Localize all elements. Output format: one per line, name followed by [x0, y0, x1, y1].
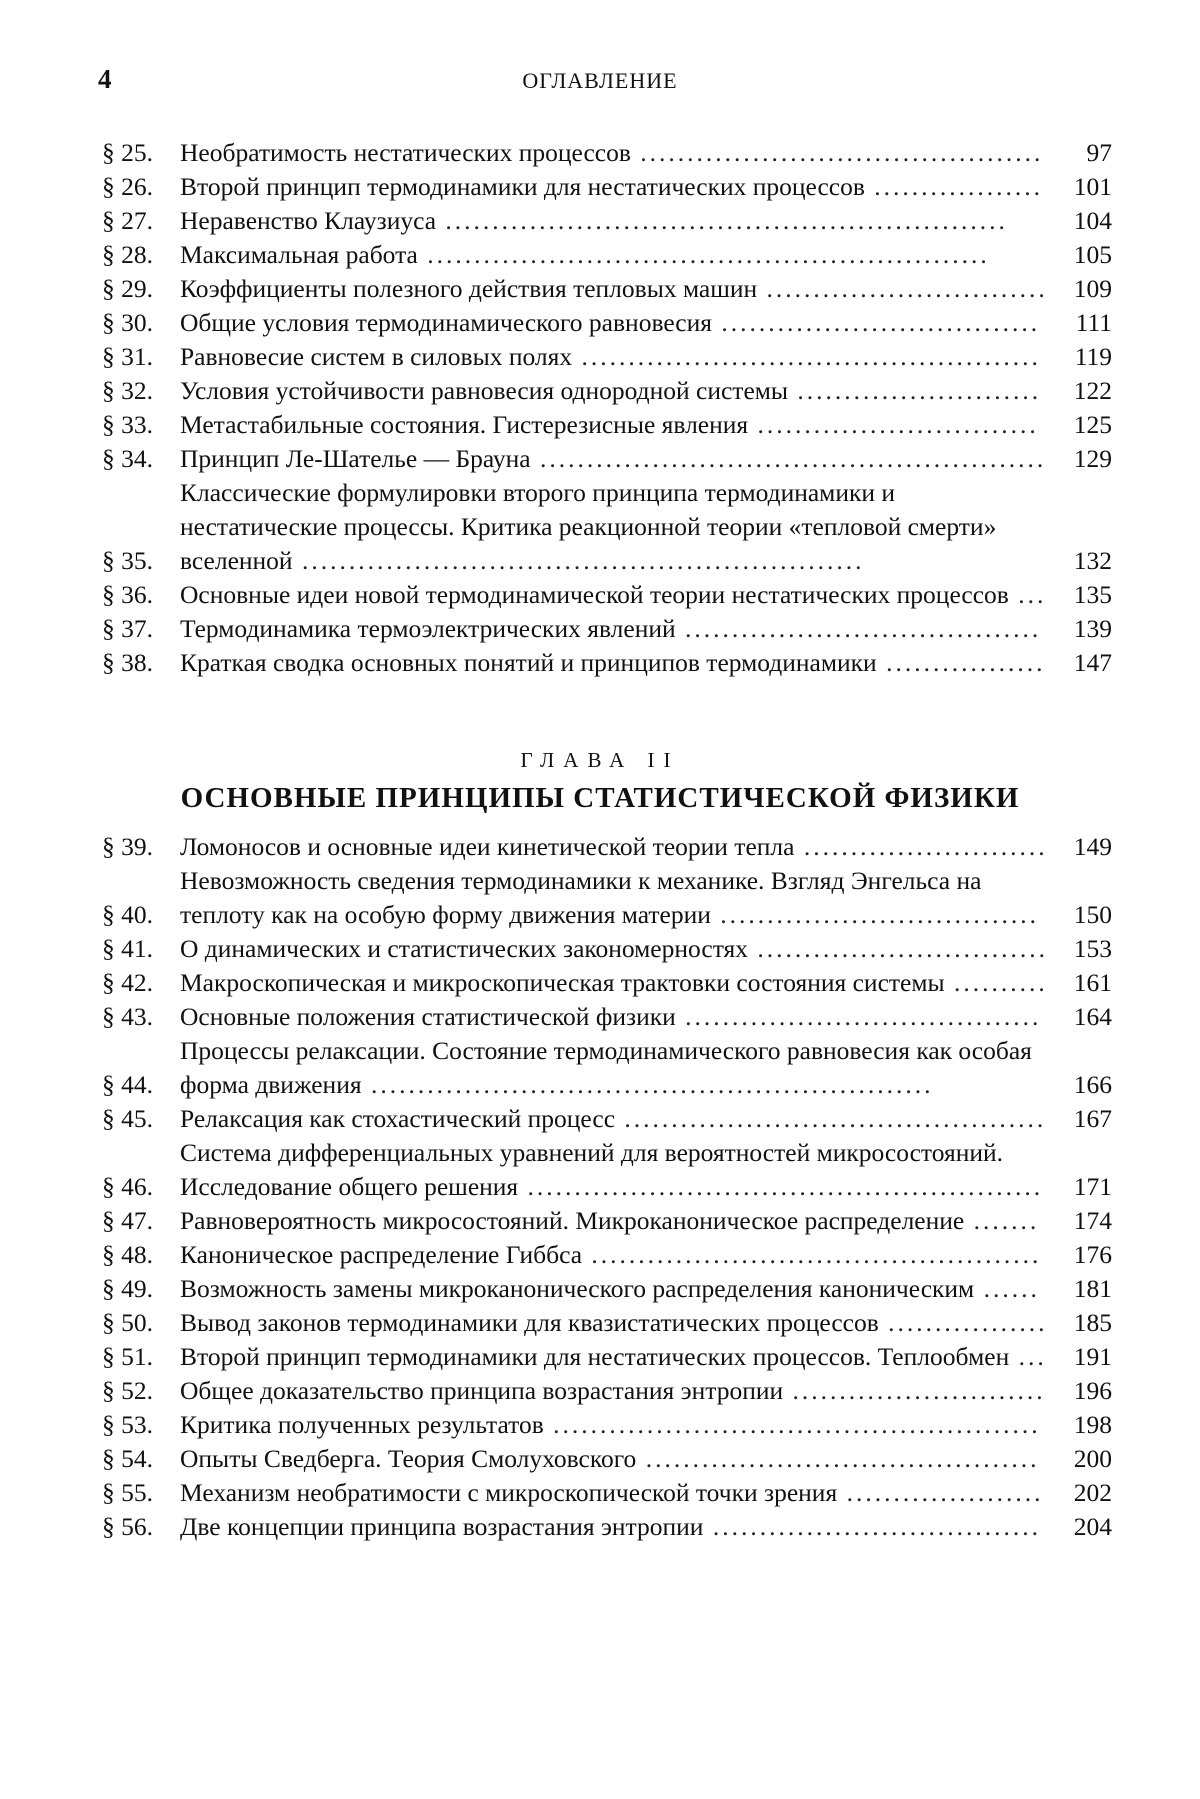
page-reference: 167: [1073, 1104, 1112, 1133]
page-reference: 202: [1073, 1478, 1112, 1507]
toc-entry: [102, 1442, 1112, 1476]
toc-entry: [102, 1408, 1112, 1442]
toc-entry: [102, 578, 1112, 612]
page-reference: 196: [1073, 1376, 1112, 1405]
page-reference: 129: [1073, 444, 1112, 473]
toc-entry: [102, 1204, 1112, 1238]
section-title: Принцип Ле-Шателье — Брауна: [180, 444, 531, 473]
leader-dots: ......................................: [675, 614, 1042, 643]
leader-dots: ..............................: [757, 274, 1048, 303]
page-reference: 171: [1073, 1172, 1112, 1201]
page-reference: 139: [1073, 614, 1112, 643]
page-reference: 181: [1073, 1274, 1112, 1303]
section-title: Макроскопическая и микроскопическая трактовки состояния системы: [180, 968, 945, 997]
section-title: Невозможность сведения термодинамики к механике. Взгляд Энгельса на теплоту как на особую форму движения материи: [180, 866, 982, 929]
leader-dots: .............................................: [615, 1104, 1047, 1133]
leader-dots: ..........................: [794, 832, 1048, 861]
page-reference: 105: [1073, 240, 1112, 269]
toc-entry: [102, 1102, 1112, 1136]
leader-dots: ............................................................: [436, 206, 1008, 235]
section-title: Равновероятность микросостояний. Микроканоническое распределение: [180, 1206, 965, 1235]
section-number: § 45.: [102, 1104, 153, 1133]
section-number: § 38.: [102, 648, 153, 677]
toc-entry: [102, 1510, 1112, 1544]
section-number: § 34.: [102, 444, 153, 473]
toc-entry: [102, 306, 1112, 340]
section-number: § 29.: [102, 274, 153, 303]
toc-entry: [102, 1136, 1112, 1204]
leader-dots: ............................................................: [292, 546, 865, 575]
section-title: Механизм необратимости с микроскопической точки зрения: [180, 1478, 838, 1507]
page-reference: 191: [1073, 1342, 1112, 1371]
section-number: § 50.: [102, 1308, 153, 1337]
section-number: § 28.: [102, 240, 153, 269]
section-number: § 33.: [102, 410, 153, 439]
running-head: ОГЛАВЛЕНИЕ: [522, 68, 678, 93]
page-reference: 204: [1073, 1512, 1112, 1541]
section-number: § 55.: [102, 1478, 153, 1507]
leader-dots: ...........................: [783, 1376, 1046, 1405]
section-title: Краткая сводка основных понятий и принципов термодинамики: [180, 648, 877, 677]
section-title: Второй принцип термодинамики для нестатических процессов: [180, 172, 865, 201]
leader-dots: .................: [876, 648, 1046, 677]
page-reference: 161: [1073, 968, 1112, 997]
toc-entry: [102, 340, 1112, 374]
section-title: Две концепции принципа возрастания энтропии: [180, 1512, 704, 1541]
leader-dots: .................................................: [572, 342, 1041, 371]
toc-list-chapter-1: [102, 136, 1112, 680]
section-number: § 26.: [102, 172, 153, 201]
toc-entry: [102, 170, 1112, 204]
section-number: § 46.: [102, 1172, 153, 1201]
section-title: О динамических и статистических закономерностях: [180, 934, 749, 963]
leader-dots: ..........................: [788, 376, 1042, 405]
page-reference: 185: [1073, 1308, 1112, 1337]
section-title: Критика полученных результатов: [180, 1410, 544, 1439]
page-reference: 166: [1073, 1070, 1112, 1099]
page-reference: 149: [1073, 832, 1112, 861]
leader-dots: ......................................................: [530, 444, 1047, 473]
section-number: § 35.: [102, 546, 153, 575]
page-reference: 122: [1073, 376, 1112, 405]
toc-entry: [102, 1476, 1112, 1510]
page-reference: 150: [1073, 900, 1112, 929]
page-reference: 135: [1073, 580, 1112, 609]
section-number: § 40.: [102, 900, 153, 929]
section-title: Вывод законов термодинамики для квазистатических процессов: [180, 1308, 879, 1337]
toc-entry: [102, 374, 1112, 408]
page-reference: 153: [1073, 934, 1112, 963]
page-number: 4: [98, 64, 112, 94]
section-title: Основные положения статистической физики: [180, 1002, 676, 1031]
leader-dots: ..................................: [710, 900, 1040, 929]
leader-dots: ..............................: [748, 410, 1039, 439]
toc-entry: [102, 272, 1112, 306]
section-number: § 47.: [102, 1206, 153, 1235]
page-header: [0, 64, 1200, 100]
leader-dots: ..................................: [711, 308, 1041, 337]
toc-entry: [102, 1000, 1112, 1034]
page-reference: 104: [1073, 206, 1112, 235]
section-title: Возможность замены микроканонического распределения каноническим: [180, 1274, 975, 1303]
leader-dots: ..................: [864, 172, 1044, 201]
leader-dots: ......: [974, 1274, 1040, 1303]
leader-dots: ..........................................: [636, 1444, 1040, 1473]
toc-entry: [102, 932, 1112, 966]
toc-entry: [102, 442, 1112, 476]
toc-entry: [102, 1306, 1112, 1340]
section-title: Необратимость нестатических процессов: [180, 138, 631, 167]
chapter-label: ГЛАВА II: [520, 748, 680, 772]
section-title: Неравенство Клаузиуса: [180, 206, 437, 235]
section-number: § 51.: [102, 1342, 153, 1371]
page-reference: 97: [1086, 138, 1112, 167]
toc-entry: [102, 136, 1112, 170]
section-number: § 39.: [102, 832, 153, 861]
section-title: Система дифференциальных уравнений для вероятностей микросостояний. Исследование общего решения: [180, 1138, 1004, 1201]
section-title: Условия устойчивости равновесия однородной системы: [180, 376, 789, 405]
page-reference: 200: [1073, 1444, 1112, 1473]
section-title: Второй принцип термодинамики для нестатических процессов. Теплообмен: [180, 1342, 1010, 1371]
section-title: Основные идеи новой термодинамической теории нестатических процессов: [180, 580, 1009, 609]
section-number: § 49.: [102, 1274, 153, 1303]
toc-entry: [102, 646, 1112, 680]
toc-entry: [102, 1272, 1112, 1306]
toc-entry: [102, 1340, 1112, 1374]
page-reference: 111: [1075, 308, 1112, 337]
leader-dots: ................................................: [582, 1240, 1042, 1269]
leader-dots: ...................................: [703, 1512, 1041, 1541]
section-number: § 44.: [102, 1070, 153, 1099]
section-number: § 48.: [102, 1240, 153, 1269]
section-title: Общие условия термодинамического равновесия: [180, 308, 712, 337]
toc-entry: [102, 238, 1112, 272]
page-reference: 198: [1073, 1410, 1112, 1439]
leader-dots: .......................................................: [518, 1172, 1044, 1201]
leader-dots: ............................................................: [361, 1070, 934, 1099]
section-number: § 25.: [102, 138, 153, 167]
page-reference: 147: [1073, 648, 1112, 677]
chapter-title: ОСНОВНЫЕ ПРИНЦИПЫ СТАТИСТИЧЕСКОЙ ФИЗИКИ: [180, 782, 1020, 814]
section-title: Ломоносов и основные идеи кинетической теории тепла: [180, 832, 795, 861]
section-title: Равновесие систем в силовых полях: [180, 342, 573, 371]
section-number: § 36.: [102, 580, 153, 609]
page-reference: 101: [1073, 172, 1112, 201]
section-title: Каноническое распределение Гиббса: [180, 1240, 583, 1269]
leader-dots: ...: [1008, 580, 1047, 609]
page-reference: 174: [1073, 1206, 1112, 1235]
leader-dots: .....................: [837, 1478, 1044, 1507]
section-number: § 56.: [102, 1512, 153, 1541]
toc-entry: [102, 1374, 1112, 1408]
section-title: Термодинамика термоэлектрических явлений: [180, 614, 676, 643]
section-title: Процессы релаксации. Состояние термодинамического равновесия как особая форма движения: [180, 1036, 1032, 1099]
toc-entry: [102, 204, 1112, 238]
toc-entry: [102, 830, 1112, 864]
section-title: Максимальная работа: [180, 240, 418, 269]
page-reference: 164: [1073, 1002, 1112, 1031]
section-title: Общее доказательство принципа возрастания энтропии: [180, 1376, 784, 1405]
section-number: § 54.: [102, 1444, 153, 1473]
leader-dots: .......: [964, 1206, 1040, 1235]
toc-entry: [102, 1034, 1112, 1102]
page-reference: 125: [1073, 410, 1112, 439]
leader-dots: ..........: [944, 968, 1048, 997]
leader-dots: ....................................................: [543, 1410, 1041, 1439]
leader-dots: ...............................: [748, 934, 1049, 963]
section-number: § 53.: [102, 1410, 153, 1439]
page-reference: 109: [1073, 274, 1112, 303]
page-reference: 176: [1073, 1240, 1112, 1269]
section-number: § 27.: [102, 206, 153, 235]
section-title: Релаксация как стохастический процесс: [180, 1104, 616, 1133]
section-title: Опыты Сведберга. Теория Смолуховского: [180, 1444, 637, 1473]
section-number: § 32.: [102, 376, 153, 405]
section-number: § 52.: [102, 1376, 153, 1405]
toc-entry: [102, 612, 1112, 646]
leader-dots: ...: [1009, 1342, 1047, 1371]
section-number: § 43.: [102, 1002, 153, 1031]
section-number: § 37.: [102, 614, 153, 643]
section-number: § 42.: [102, 968, 153, 997]
section-number: § 30.: [102, 308, 153, 337]
page-reference: 132: [1073, 546, 1112, 575]
leader-dots: ......................................: [675, 1002, 1042, 1031]
leader-dots: ...........................................: [630, 138, 1044, 167]
section-title: Коэффициенты полезного действия тепловых машин: [180, 274, 758, 303]
toc-list-chapter-2: [102, 830, 1112, 1544]
section-number: § 31.: [102, 342, 153, 371]
leader-dots: .................: [878, 1308, 1048, 1337]
leader-dots: ............................................................: [417, 240, 990, 269]
toc-entry: [102, 1238, 1112, 1272]
section-title: Классические формулировки второго принципа термодинамики и нестатические процессы. Критика реакционной теории «тепловой смерти» вселенной: [180, 478, 997, 575]
section-title: Метастабильные состояния. Гистерезисные явления: [180, 410, 749, 439]
toc-entry: [102, 966, 1112, 1000]
toc-entry: [102, 476, 1112, 578]
toc-entry: [102, 864, 1112, 932]
section-number: § 41.: [102, 934, 153, 963]
toc-entry: [102, 408, 1112, 442]
page-reference: 119: [1074, 342, 1112, 371]
